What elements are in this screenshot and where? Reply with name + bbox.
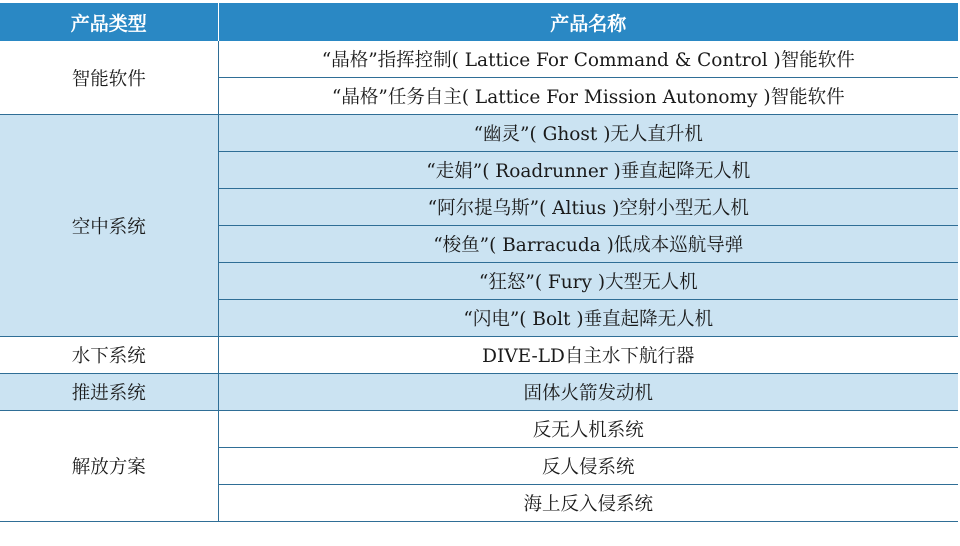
category-cell: 解放方案 — [0, 411, 218, 522]
product-cell: “梭鱼”( Barracuda )低成本巡航导弹 — [218, 226, 958, 263]
product-table — [0, 3, 958, 522]
product-cell: “幽灵”( Ghost )无人直升机 — [218, 115, 958, 152]
product-cell: “晶格”指挥控制( Lattice For Command & Control )智能软件 — [218, 41, 958, 78]
table-row — [0, 337, 958, 374]
header-row — [0, 3, 958, 41]
category-cell: 推进系统 — [0, 374, 218, 411]
product-cell: “晶格”任务自主( Lattice For Mission Autonomy )智能软件 — [218, 78, 958, 115]
category-cell: 智能软件 — [0, 41, 218, 115]
table-row — [0, 41, 958, 78]
product-cell: “狂怒”( Fury )大型无人机 — [218, 263, 958, 300]
product-cell: “走娟”( Roadrunner )垂直起降无人机 — [218, 152, 958, 189]
product-cell: “闪电”( Bolt )垂直起降无人机 — [218, 300, 958, 337]
category-cell: 空中系统 — [0, 115, 218, 337]
category-cell: 水下系统 — [0, 337, 218, 374]
product-cell: 固体火箭发动机 — [218, 374, 958, 411]
product-cell: “阿尔提乌斯”( Altius )空射小型无人机 — [218, 189, 958, 226]
product-cell: 海上反入侵系统 — [218, 485, 958, 522]
header-product-name: 产品名称 — [218, 3, 958, 41]
table-row — [0, 411, 958, 448]
table-row — [0, 374, 958, 411]
product-cell: DIVE-LD自主水下航行器 — [218, 337, 958, 374]
table-row — [0, 115, 958, 152]
product-cell: 反无人机系统 — [218, 411, 958, 448]
header-category: 产品类型 — [0, 3, 218, 41]
product-cell: 反人侵系统 — [218, 448, 958, 485]
